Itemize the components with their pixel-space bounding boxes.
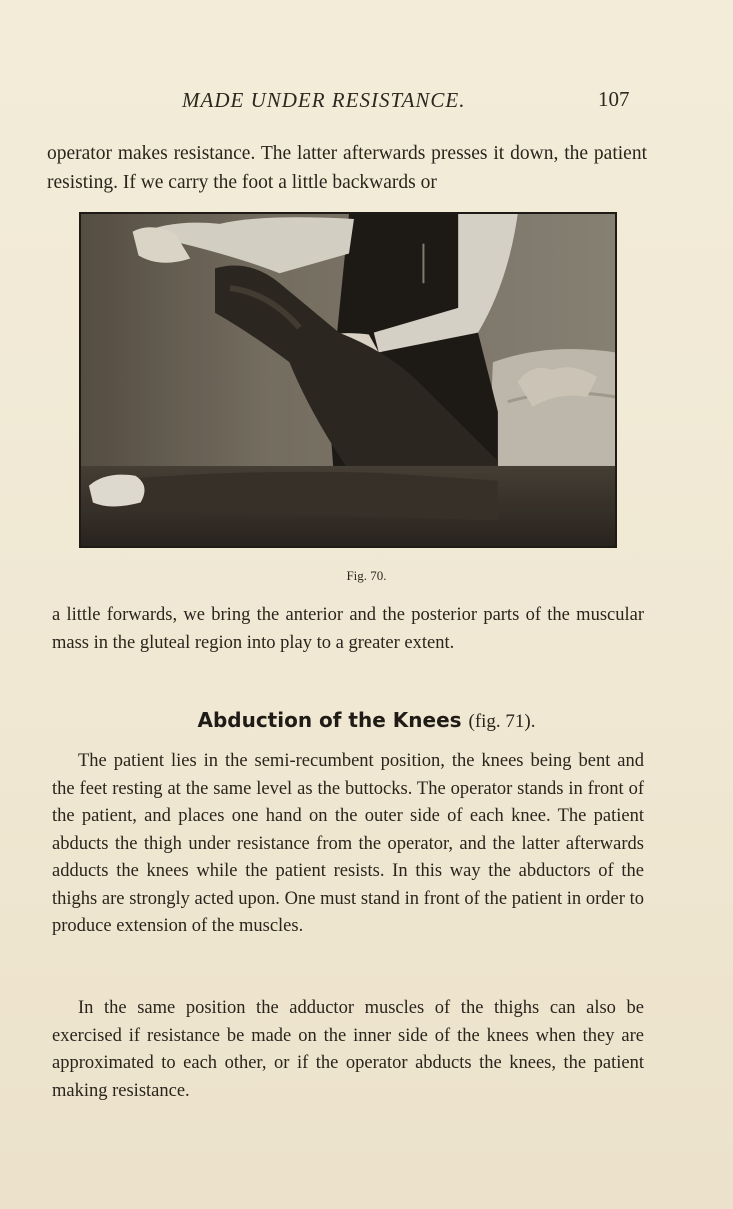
continued-paragraph: operator makes resistance. The latter afterwards presses it down, the patient resisting. If we carry the foot a little backwards or [47,143,647,193]
paragraph-adduction: In the same position the adductor muscles of the thighs can also be exercised if resistance be made on the inner side of the knees when they are approximated to each other, or if the operator abducts the knees, the patient making resistance. [52,998,644,1101]
paragraph-abduction: The patient lies in the semi-recumbent position, the knees being bent and the feet resting at the same level as the buttocks. The operator stands in front of the patient, and places one hand on the outer side of each knee. The patient abducts the thigh under resistance from the operator, and the latter afterwards adducts the knees while the patient resists. In this way the abductors of the thighs are strongly acted upon. One must stand in front of the patient in order to produce extension of the muscles. [52,751,644,936]
section-heading-figure-ref: (fig. 71). [468,711,536,732]
photo-illustration [81,214,615,546]
section-heading-title: Abduction of the Knees [197,708,462,732]
page-number: 107 [598,87,630,111]
section-heading [0,708,733,733]
running-head: MADE UNDER RESISTANCE. [182,88,466,112]
figure-caption: Fig. 70. [346,568,387,583]
figure-photograph [79,212,617,548]
paragraph-gluteal: a little forwards, we bring the anterior and the posterior parts of the muscular mass in the gluteal region into play to a greater extent. [52,605,644,653]
